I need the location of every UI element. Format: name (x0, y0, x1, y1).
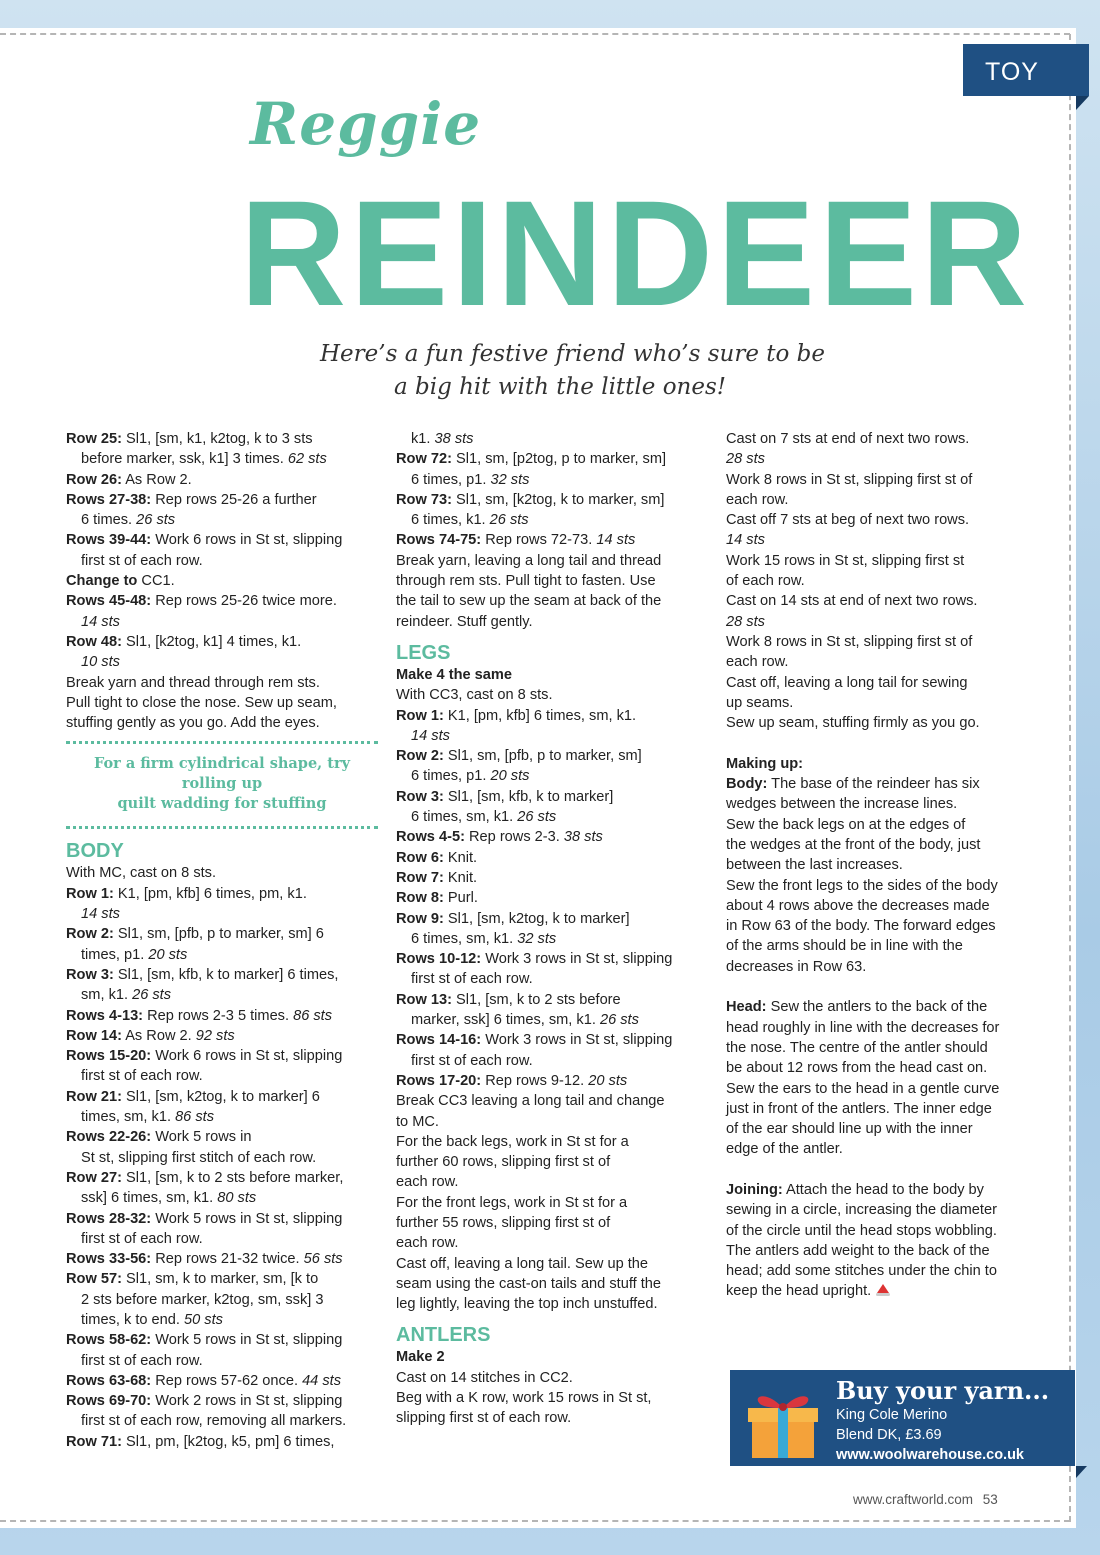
pattern-line: first st of each row. (81, 552, 203, 569)
subtitle (320, 338, 825, 404)
pattern-line: reindeer. Stuff gently. (396, 613, 533, 630)
pattern-line: the nose. The centre of the antler should (726, 1039, 988, 1056)
yarn-name: King Cole Merino (836, 1407, 948, 1423)
pattern-line: in Row 63 of the body. The forward edges (726, 918, 996, 935)
pattern-line: 14 sts (411, 727, 450, 744)
pattern-line: Sew the ears to the head in a gentle curve (726, 1080, 1000, 1097)
pattern-line: of each row. (726, 573, 805, 590)
pattern-line: Row 48: Sl1, [k2tog, k1] 4 times, k1. (66, 633, 302, 650)
pattern-line: Joining: Attach the head to the body by (726, 1181, 984, 1198)
pattern-line: For the front legs, work in St st for a (396, 1194, 628, 1211)
pattern-line: first st of each row. (81, 1230, 203, 1247)
pattern-line: first st of each row. (81, 1352, 203, 1369)
pattern-line: 6 times, sm, k1. 32 sts (411, 930, 557, 947)
column-3 (726, 429, 1038, 1302)
pattern-line: Head: Sew the antlers to the back of the (726, 999, 988, 1016)
pattern-line: Sew the front legs to the sides of the body (726, 877, 998, 894)
shop-link[interactable]: www.woolwarehouse.co.uk (836, 1447, 1024, 1463)
pattern-line: Cast on 14 sts at end of next two rows. (726, 593, 978, 610)
yarn-price: Blend DK, £3.69 (836, 1427, 942, 1443)
pattern-line: head; add some stitches under the chin to (726, 1263, 997, 1280)
subtitle-line: Here’s a fun festive friend who’s sure to be (320, 341, 825, 367)
tip-line: For a firm cylindrical shape, try rolling up (93, 755, 351, 793)
pattern-line: Row 21: Sl1, [sm, k2tog, k to marker] 6 (66, 1088, 320, 1105)
page-border-bottom (0, 1520, 1070, 1522)
pattern-line: Cast off, leaving a long tail for sewing (726, 674, 968, 691)
pattern-line: Rows 15-20: Work 6 rows in St st, slipping (66, 1048, 343, 1065)
pattern-line: Rows 74-75: Rep rows 72-73. 14 sts (396, 532, 636, 549)
page-title: REINDEER (240, 169, 1031, 337)
section-heading-body: BODY (66, 840, 124, 863)
pattern-line: seam using the cast-on tails and stuff the (396, 1275, 662, 1292)
title-small: Reggie (250, 90, 482, 158)
pattern-line: first st of each row, removing all markers. (81, 1413, 347, 1430)
santa-hat-icon (875, 1284, 891, 1296)
pattern-line: Rows 27-38: Rep rows 25-26 a further (66, 491, 317, 508)
tab-fold (1076, 96, 1089, 110)
pattern-line: 6 times, sm, k1. 26 sts (411, 809, 557, 826)
pattern-line: times, sm, k1. 86 sts (81, 1109, 214, 1126)
pattern-line: keep the head upright. (726, 1281, 1038, 1301)
pattern-line: Row 14: As Row 2. 92 sts (66, 1027, 235, 1044)
pattern-line: of the circle until the head stops wobbling. (726, 1222, 997, 1239)
pattern-line: Row 71: Sl1, pm, [k2tog, k5, pm] 6 times, (66, 1433, 335, 1450)
pattern-line: up seams. (726, 694, 794, 711)
spacer (726, 1160, 1038, 1180)
pattern-line: the wedges at the front of the body, just (726, 836, 981, 853)
pattern-line: Cast off 7 sts at beg of next two rows. (726, 512, 970, 529)
pattern-line: Rows 17-20: Rep rows 9-12. 20 sts (396, 1072, 628, 1089)
column-2 (396, 429, 708, 1429)
pattern-line: through rem sts. Pull tight to fasten. Use (396, 573, 656, 590)
pattern-line: sm, k1. 26 sts (81, 987, 172, 1004)
pattern-line: Row 57: Sl1, sm, k to marker, sm, [k to (66, 1271, 319, 1288)
pattern-line: Rows 10-12: Work 3 rows in St st, slipping (396, 951, 673, 968)
pattern-line: Rows 4-13: Rep rows 2-3 5 times. 86 sts (66, 1007, 333, 1024)
pattern-line: Rows 33-56: Rep rows 21-32 twice. 56 sts (66, 1251, 343, 1268)
pattern-line: each row. (396, 1174, 459, 1191)
pattern-line: 14 sts (726, 532, 765, 549)
pattern-line: Make 4 the same (396, 666, 513, 683)
pattern-line: 6 times, p1. 32 sts (411, 471, 530, 488)
pattern-line: Rows 28-32: Work 5 rows in St st, slipping (66, 1210, 343, 1227)
pattern-line: sewing in a circle, increasing the diameter (726, 1202, 997, 1219)
pattern-line: Rows 14-16: Work 3 rows in St st, slipping (396, 1032, 673, 1049)
spacer (726, 977, 1038, 997)
pattern-line: Change to CC1. (66, 573, 175, 590)
pattern-line: Row 72: Sl1, sm, [p2tog, p to marker, sm] (396, 451, 667, 468)
pattern-line: Rows 58-62: Work 5 rows in St st, slipping (66, 1332, 343, 1349)
pattern-line: For the back legs, work in St st for a (396, 1133, 629, 1150)
subtitle-line: a big hit with the little ones! (393, 374, 727, 400)
pattern-line: Sew the back legs on at the edges of (726, 816, 966, 833)
pattern-line: Cast on 14 stitches in CC2. (396, 1369, 573, 1386)
pattern-line: marker, ssk] 6 times, sm, k1. 26 sts (411, 1012, 639, 1029)
tip-box (66, 741, 378, 829)
pattern-line: Row 1: K1, [pm, kfb] 6 times, pm, k1. (66, 885, 307, 902)
pattern-line: of the arms should be in line with the (726, 938, 963, 955)
pattern-line: first st of each row. (411, 1052, 533, 1069)
pattern-line: Break CC3 leaving a long tail and change (396, 1093, 665, 1110)
pattern-line: Row 9: Sl1, [sm, k2tog, k to marker] (396, 910, 630, 927)
pattern-line: Row 1: K1, [pm, kfb] 6 times, sm, k1. (396, 707, 637, 724)
pattern-line: between the last increases. (726, 857, 903, 874)
pattern-line: 6 times, p1. 20 sts (411, 768, 530, 785)
pattern-line: Cast off, leaving a long tail. Sew up the (396, 1255, 649, 1272)
pattern-line: St st, slipping first stitch of each row. (81, 1149, 317, 1166)
pattern-line: 10 sts (81, 654, 120, 671)
pattern-line: Work 8 rows in St st, slipping first st of (726, 471, 973, 488)
pattern-line: leg lightly, leaving the top inch unstuffed. (396, 1296, 658, 1313)
page-number: 53 (982, 1492, 998, 1507)
pattern-line: Row 2: Sl1, sm, [pfb, p to marker, sm] (396, 748, 642, 765)
pattern-line: Sew up seam, stuffing firmly as you go. (726, 715, 980, 732)
pattern-line: Rows 4-5: Rep rows 2-3. 38 sts (396, 829, 603, 846)
section-heading-antlers: ANTLERS (396, 1324, 491, 1347)
spacer (726, 733, 1038, 753)
footer-site-link[interactable]: www.craftworld.com (853, 1492, 974, 1507)
pattern-line: Break yarn, leaving a long tail and thread (396, 552, 662, 569)
pattern-line: of the ear should line up with the inner (726, 1121, 973, 1138)
pattern-line: to MC. (396, 1113, 439, 1130)
pattern-line: about 4 rows above the decreases made (726, 897, 990, 914)
pattern-line: each row. (726, 491, 789, 508)
tip-line: quilt wadding for stuffing (117, 795, 327, 813)
pattern-line: Break yarn and thread through rem sts. (66, 674, 320, 691)
pattern-line: slipping first st of each row. (396, 1410, 572, 1427)
pattern-line: before marker, ssk, k1] 3 times. 62 sts (81, 451, 327, 468)
pattern-line: further 55 rows, slipping first st of (396, 1214, 611, 1231)
pattern-line: each row. (726, 654, 789, 671)
pattern-line: 28 sts (726, 451, 765, 468)
pattern-line: Row 13: Sl1, [sm, k to 2 sts before (396, 991, 621, 1008)
gift-icon (746, 1382, 820, 1460)
pattern-line: 6 times. 26 sts (81, 512, 176, 529)
pattern-line: Row 73: Sl1, sm, [k2tog, k to marker, sm] (396, 491, 665, 508)
pattern-line: just in front of the antlers. The inner edge (726, 1100, 992, 1117)
pattern-line: Rows 63-68: Rep rows 57-62 once. 44 sts (66, 1372, 341, 1389)
pattern-line: decreases in Row 63. (726, 958, 867, 975)
pattern-line: Rows 69-70: Work 2 rows in St st, slipping (66, 1393, 343, 1410)
pattern-line: Row 27: Sl1, [sm, k to 2 sts before marker, (66, 1169, 344, 1186)
pattern-line: times, k to end. 50 sts (81, 1311, 223, 1328)
pattern-line: Row 6: Knit. (396, 849, 478, 866)
pattern-line: Rows 39-44: Work 6 rows in St st, slipping (66, 532, 343, 549)
pattern-line: Work 15 rows in St st, slipping first st (726, 552, 965, 569)
pattern-line: each row. (396, 1235, 459, 1252)
pattern-line: 14 sts (81, 613, 120, 630)
buy-yarn-box (730, 1370, 1075, 1466)
pattern-line: Make 2 (396, 1349, 445, 1366)
pattern-line: Rows 22-26: Work 5 rows in (66, 1129, 252, 1146)
pattern-line: Row 3: Sl1, [sm, kfb, k to marker] 6 times, (66, 966, 339, 983)
pattern-line: Row 2: Sl1, sm, [pfb, p to marker, sm] 6 (66, 926, 324, 943)
buy-title: Buy your yarn... (836, 1376, 1050, 1405)
pattern-line: 28 sts (726, 613, 765, 630)
pattern-line: stuffing gently as you go. Add the eyes. (66, 715, 320, 732)
pattern-line: Pull tight to close the nose. Sew up seam, (66, 694, 337, 711)
pattern-line: 2 sts before marker, k2tog, sm, ssk] 3 (81, 1291, 324, 1308)
pattern-line: 6 times, k1. 26 sts (411, 512, 529, 529)
pattern-line: first st of each row. (411, 971, 533, 988)
pattern-line: Row 26: As Row 2. (66, 471, 192, 488)
pattern-line: first st of each row. (81, 1068, 203, 1085)
pattern-line: Cast on 7 sts at end of next two rows. (726, 431, 970, 447)
section-heading-legs: LEGS (396, 641, 451, 664)
section-heading-making-up: Making up: (726, 755, 804, 772)
pattern-line: k1. 38 sts (411, 431, 474, 447)
pattern-line: 14 sts (81, 906, 120, 923)
pattern-line: With MC, cast on 8 sts. (66, 865, 217, 882)
pattern-line: the tail to sew up the seam at back of the (396, 593, 662, 610)
pattern-line: edge of the antler. (726, 1141, 843, 1158)
pattern-line: Body: The base of the reindeer has six (726, 776, 980, 793)
pattern-line: Row 25: Sl1, [sm, k1, k2tog, k to 3 sts (66, 431, 313, 447)
pattern-line: Beg with a K row, work 15 rows in St st, (396, 1390, 652, 1407)
pattern-line: ssk] 6 times, sm, k1. 80 sts (81, 1190, 257, 1207)
pattern-line: With CC3, cast on 8 sts. (396, 687, 553, 704)
page-footer (853, 1492, 998, 1507)
pattern-line: Work 8 rows in St st, slipping first st of (726, 633, 973, 650)
pattern-line: Row 7: Knit. (396, 869, 478, 886)
pattern-line: head roughly in line with the decreases for (726, 1019, 1000, 1036)
pattern-line: further 60 rows, slipping first st of (396, 1154, 611, 1171)
column-1 (66, 429, 378, 1452)
buy-box-fold (1076, 1466, 1087, 1478)
pattern-line: Rows 45-48: Rep rows 25-26 twice more. (66, 593, 337, 610)
pattern-line: Row 3: Sl1, [sm, kfb, k to marker] (396, 788, 614, 805)
category-tab: TOY (963, 44, 1089, 96)
pattern-line: The antlers add weight to the back of the (726, 1242, 990, 1259)
pattern-line: times, p1. 20 sts (81, 946, 188, 963)
pattern-line: be about 12 rows from the head cast on. (726, 1060, 988, 1077)
pattern-line: wedges between the increase lines. (726, 796, 958, 813)
pattern-line: Row 8: Purl. (396, 890, 478, 907)
